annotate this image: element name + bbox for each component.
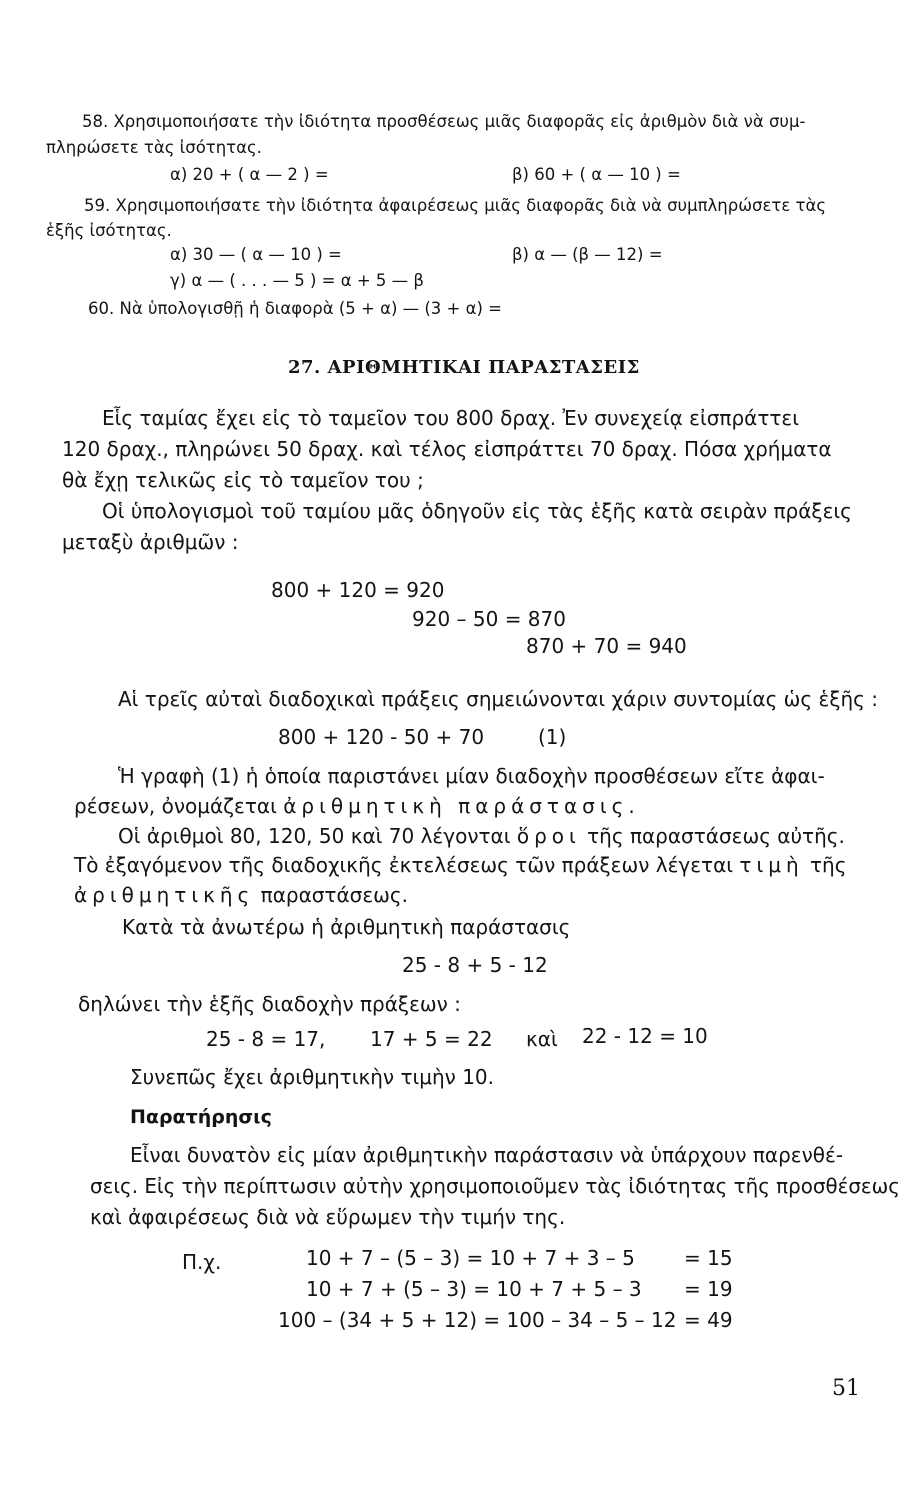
example-2-result: = 19 [684, 1277, 733, 1301]
paragraph-5-line-2-pre: Τὸ ἐξαγόμενον τῆς διαδοχικῆς ἐκτελέσεως τῶν πράξεων λέγεται [74, 853, 734, 877]
exercise-58-line-1: 58. Χρησιμοποιήσατε τὴν ἰδιότητα προσθέσεως μιᾶς διαφορᾶς εἰς ἀριθμὸν διὰ νὰ συμ- [82, 112, 806, 131]
paragraph-8: Συνεπῶς ἔχει ἀριθμητικὴν τιμὴν 10. [130, 1065, 495, 1089]
exercise-59-line-1: 59. Χρησιμοποιήσατε τὴν ἰδιότητα ἀφαιρέσεως μιᾶς διαφορᾶς διὰ νὰ συμπληρώσετε τὰς [84, 196, 827, 215]
calculation-2: 920 – 50 = 870 [412, 607, 566, 631]
term-arithmetic-expression: ἀριθμητικὴ παράστασις. [283, 794, 640, 818]
paragraph-7: δηλώνει τὴν ἑξῆς διαδοχὴν πράξεων : [78, 992, 461, 1016]
page-number: 51 [832, 1376, 860, 1401]
paragraph-6: Κατὰ τὰ ἀνωτέρω ἡ ἀριθμητικὴ παράστασις [122, 915, 571, 939]
remark-line-1: Εἶναι δυνατὸν εἰς μίαν ἀριθμητικὴν παράστασιν νὰ ὑπάρχουν παρενθέ- [130, 1143, 844, 1167]
exercise-58-part-a: α) 20 + ( α — 2 ) = [170, 165, 329, 184]
paragraph-2-line-2: μεταξὺ ἀριθμῶν : [62, 530, 239, 554]
paragraph-1-line-1: Εἷς ταμίας ἔχει εἰς τὸ ταμεῖον του 800 δραχ. Ἐν συνεχείᾳ εἰσπράττει [102, 406, 800, 430]
paragraph-1-line-2: 120 δραχ., πληρώνει 50 δραχ. καὶ τέλος εἰσπράττει 70 δραχ. Πόσα χρήματα [62, 437, 832, 461]
exercise-59-part-a: α) 30 — ( α — 10 ) = [170, 245, 342, 264]
step-2: 17 + 5 = 22 [370, 1027, 493, 1051]
step-3: 22 - 12 = 10 [582, 1024, 708, 1048]
exercise-58-line-2: πληρώσετε τὰς ἰσότητας. [46, 138, 262, 157]
expression-2: 25 - 8 + 5 - 12 [402, 953, 548, 977]
term-terms: ὅροι [516, 824, 581, 848]
term-value: τιμὴ [739, 853, 804, 877]
exercise-59-part-c: γ) α — ( . . . — 5 ) = α + 5 — β [170, 271, 424, 290]
example-1-result: = 15 [684, 1246, 733, 1270]
exercise-59-part-b: β) α — (β — 12) = [512, 245, 663, 264]
paragraph-1-line-3: θὰ ἔχῃ τελικῶς εἰς τὸ ταμεῖον του ; [62, 468, 424, 492]
paragraph-5-line-3 [74, 885, 408, 905]
paragraph-4-line-1: Ἡ γραφὴ (1) ἡ ὁποία παριστάνει μίαν διαδοχὴν προσθέσεων εἴτε ἀφαι- [118, 764, 825, 788]
remark-line-2: σεις. Εἰς τὴν περίπτωσιν αὐτὴν χρησιμοποιοῦμεν τὰς ἰδιότητας τῆς προσθέσεως [90, 1174, 900, 1198]
exercise-58-part-b: β) 60 + ( α — 10 ) = [512, 165, 681, 184]
remark-heading: Παρατήρησις [130, 1106, 272, 1128]
example-3-lhs: 100 – (34 + 5 + 12) = 100 – 34 – 5 – 12 [278, 1308, 677, 1332]
paragraph-5-line-2 [74, 855, 846, 875]
example-2-lhs: 10 + 7 + (5 – 3) = 10 + 7 + 5 – 3 [306, 1277, 642, 1301]
calculation-1: 800 + 120 = 920 [271, 578, 445, 602]
calculation-3: 870 + 70 = 940 [526, 634, 687, 658]
paragraph-5-line-1-pre: Οἱ ἀριθμοὶ 80, 120, 50 καὶ 70 λέγονται [118, 824, 511, 848]
example-1-lhs: 10 + 7 – (5 – 3) = 10 + 7 + 3 – 5 [306, 1246, 635, 1270]
section-heading: 27. ΑΡΙΘΜΗΤΙΚΑΙ ΠΑΡΑΣΤΑΣΕΙΣ [288, 357, 640, 378]
paragraph-4-line-2-text: ρέσεων, ὀνομάζεται [74, 794, 277, 818]
paragraph-2-line-1: Οἱ ὑπολογισμοὶ τοῦ ταμίου μᾶς ὁδηγοῦν εἰς τὰς ἑξῆς κατὰ σειρὰν πράξεις [102, 499, 852, 523]
paragraph-5-line-1-post: τῆς παραστάσεως αὐτῆς. [587, 824, 845, 848]
expression-1-label: (1) [538, 725, 567, 749]
step-connector: καὶ [526, 1027, 558, 1051]
example-3-result: = 49 [684, 1308, 733, 1332]
paragraph-5-line-1 [118, 826, 845, 846]
expression-1: 800 + 120 - 50 + 70 [278, 725, 485, 749]
exercise-59-line-2: ἑξῆς ἰσότητας. [46, 221, 172, 240]
example-label: Π.χ. [182, 1250, 222, 1274]
paragraph-5-line-3-post: παραστάσεως. [260, 883, 408, 907]
paragraph-3: Αἱ τρεῖς αὐταὶ διαδοχικαὶ πράξεις σημειώνονται χάριν συντομίας ὡς ἑξῆς : [118, 687, 878, 711]
paragraph-4-line-2 [74, 796, 640, 816]
exercise-60: 60. Νὰ ὑπολογισθῇ ἡ διαφορὰ (5 + α) — (3 + α) = [88, 299, 503, 318]
term-arithmetic: ἀριθμητικῆς [74, 883, 255, 907]
step-1: 25 - 8 = 17, [206, 1027, 326, 1051]
remark-line-3: καὶ ἀφαιρέσεως διὰ νὰ εὕρωμεν τὴν τιμήν της. [90, 1205, 566, 1229]
paragraph-5-line-2-post: τῆς [809, 853, 847, 877]
